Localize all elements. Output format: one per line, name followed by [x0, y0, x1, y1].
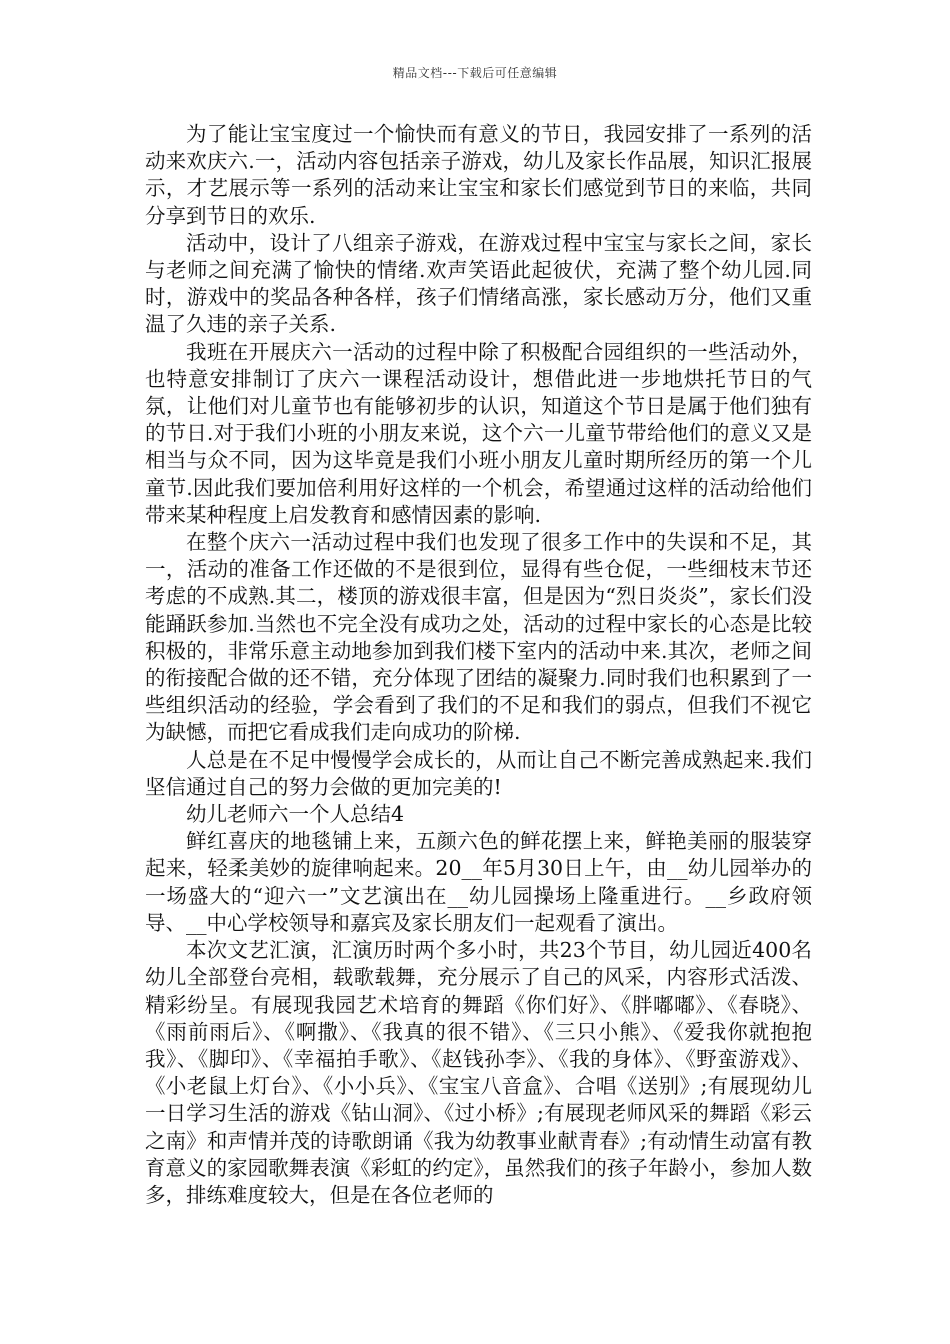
paragraph: 活动中，设计了八组亲子游戏，在游戏过程中宝宝与家长之间，家长与老师之间充满了愉快的情绪.欢声笑语此起彼伏，充满了整个幼儿园.同时，游戏中的奖品各种各样，孩子们情绪高涨，家长感动万分，他们又重温了久违的亲子关系. — [145, 230, 812, 337]
document-body — [145, 121, 812, 1209]
page-header: 精品文档---下载后可任意编辑 — [392, 66, 558, 80]
paragraph: 鲜红喜庆的地毯铺上来，五颜六色的鲜花摆上来，鲜艳美丽的服装穿起来，轻柔美妙的旋律响起来。20__年5月30日上午，由__幼儿园举办的一场盛大的“迎六一”文艺演出在__幼儿园操场上隆重进行。__乡政府领导、__中心学校领导和嘉宾及家长朋友们一起观看了演出。 — [145, 829, 812, 935]
section-heading: 幼儿老师六一个人总结4 — [186, 802, 405, 827]
paragraph: 我班在开展庆六一活动的过程中除了积极配合园组织的一些活动外，也特意安排制订了庆六一课程活动设计，想借此进一步地烘托节日的气氛，让他们对儿童节也有能够初步的认识，知道这个节日是属于他们独有的节日.对于我们小班的小朋友来说，这个六一儿童节带给他们的意义又是相当与众不同，因为这毕竟是我们小班小朋友儿童时期所经历的第一个儿童节.因此我们要加倍利用好这样的一个机会，希望通过这样的活动给他们带来某种程度上启发教育和感情因素的影响. — [145, 339, 812, 527]
paragraph: 本次文艺汇演，汇演历时两个多小时，共23个节目，幼儿园近400名幼儿全部登台亮相，载歌载舞，充分展示了自己的风采，内容形式活泼、精彩纷呈。有展现我园艺术培育的舞蹈《你们好》、《胖嘟嘟》、《春晓》、《雨前雨后》、《啊撒》、《我真的很不错》、《三只小熊》、《爱我你就抱抱我》、《脚印》、《幸福拍手歌》、《赵钱孙李》、《我的身体》、《野蛮游戏》、《小老鼠上灯台》、《小小兵》、《宝宝八音盒》、合唱《送别》;有展现幼儿一日学习生活的游戏《钻山洞》、《过小桥》;有展现老师风采的舞蹈《彩云之南》和声情并茂的诗歌朗诵《我为幼教事业献青春》;有动情生动富有教育意义的家园歌舞表演《彩虹的约定》，虽然我们的孩子年龄小，参加人数多，排练难度较大，但是在各位老师的 — [145, 938, 812, 1207]
paragraph: 在整个庆六一活动过程中我们也发现了很多工作中的失误和不足，其一，活动的准备工作还做的不是很到位，显得有些仓促，一些细枝末节还考虑的不成熟.其二，楼顶的游戏很丰富，但是因为“烈日炎炎”，家长们没能踊跃参加.当然也不完全没有成功之处，活动的过程中家长的心态是比较积极的，非常乐意主动地参加到我们楼下室内的活动中来.其次，老师之间的衔接配合做的还不错，充分体现了团结的凝聚力.同时我们也积累到了一些组织活动的经验，学会看到了我们的不足和我们的弱点，但我们不视它为缺憾，而把它看成我们走向成功的阶梯. — [145, 530, 812, 745]
paragraph: 为了能让宝宝度过一个愉快而有意义的节日，我园安排了一系列的活动来欢庆六.一，活动内容包括亲子游戏，幼儿及家长作品展，知识汇报展示，才艺展示等一系列的活动来让宝宝和家长们感觉到节日的来临，共同分享到节日的欢乐. — [145, 122, 812, 228]
paragraph: 人总是在不足中慢慢学会成长的，从而让自己不断完善成熟起来.我们坚信通过自己的努力会做的更加完美的! — [145, 747, 812, 799]
